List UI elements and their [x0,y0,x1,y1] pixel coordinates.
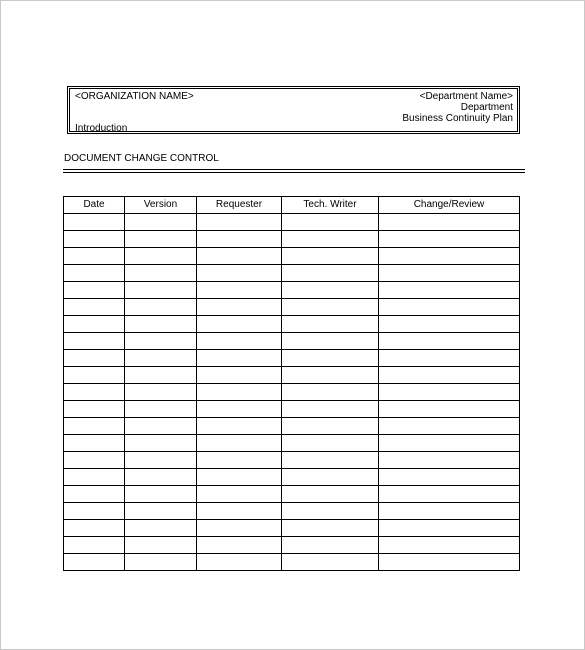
column-header-version: Version [125,197,197,214]
table-cell[interactable] [379,231,520,248]
table-cell[interactable] [282,469,379,486]
table-cell[interactable] [125,469,197,486]
table-cell[interactable] [64,316,125,333]
table-cell[interactable] [64,401,125,418]
table-row [64,469,520,486]
title-divider [63,169,525,173]
table-cell[interactable] [379,265,520,282]
table-cell[interactable] [282,248,379,265]
table-cell[interactable] [125,214,197,231]
table-cell[interactable] [379,469,520,486]
table-cell[interactable] [197,537,282,554]
table-cell[interactable] [197,384,282,401]
table-cell[interactable] [282,520,379,537]
table-cell[interactable] [125,265,197,282]
table-cell[interactable] [282,435,379,452]
table-cell[interactable] [197,520,282,537]
table-cell[interactable] [125,282,197,299]
table-row [64,350,520,367]
table-cell[interactable] [64,418,125,435]
table-cell[interactable] [197,435,282,452]
table-row [64,316,520,333]
table-cell[interactable] [64,299,125,316]
department-label: Department [460,102,513,113]
table-cell[interactable] [64,486,125,503]
table-row [64,282,520,299]
table-cell[interactable] [197,214,282,231]
table-cell[interactable] [379,486,520,503]
table-cell[interactable] [282,503,379,520]
table-cell[interactable] [64,214,125,231]
table-row [64,435,520,452]
table-cell[interactable] [197,248,282,265]
table-cell[interactable] [379,554,520,571]
table-cell[interactable] [125,401,197,418]
table-cell[interactable] [125,350,197,367]
table-cell[interactable] [197,401,282,418]
table-cell[interactable] [64,367,125,384]
department-name: <Department Name> [419,91,513,102]
table-cell[interactable] [379,537,520,554]
table-cell[interactable] [282,486,379,503]
table-row [64,486,520,503]
table-cell[interactable] [379,384,520,401]
table-cell[interactable] [64,350,125,367]
table-cell[interactable] [64,554,125,571]
table-cell[interactable] [64,248,125,265]
column-header-tech-writer: Tech. Writer [282,197,379,214]
table-cell[interactable] [379,248,520,265]
table-row [64,401,520,418]
column-header-requester: Requester [197,197,282,214]
table-cell[interactable] [197,333,282,350]
table-cell[interactable] [379,452,520,469]
table-cell[interactable] [125,248,197,265]
table-cell[interactable] [379,282,520,299]
table-cell[interactable] [64,282,125,299]
table-cell[interactable] [282,333,379,350]
table-cell[interactable] [379,503,520,520]
table-cell[interactable] [282,231,379,248]
table-cell[interactable] [64,503,125,520]
table-cell[interactable] [197,231,282,248]
table-row [64,299,520,316]
table-cell[interactable] [64,435,125,452]
table-cell[interactable] [282,214,379,231]
table-cell[interactable] [379,350,520,367]
table-cell[interactable] [125,537,197,554]
table-row [64,265,520,282]
table-cell[interactable] [125,520,197,537]
table-cell[interactable] [379,401,520,418]
table-row [64,367,520,384]
table-cell[interactable] [197,299,282,316]
table-cell[interactable] [282,537,379,554]
table-row [64,503,520,520]
table-cell[interactable] [282,384,379,401]
table-row [64,537,520,554]
table-cell[interactable] [64,265,125,282]
table-cell[interactable] [64,469,125,486]
table-cell[interactable] [379,333,520,350]
table-cell[interactable] [197,367,282,384]
table-cell[interactable] [379,435,520,452]
table-cell[interactable] [379,214,520,231]
column-header-date: Date [64,197,125,214]
table-cell[interactable] [64,333,125,350]
table-row [64,384,520,401]
document-header-box [67,86,520,134]
table-cell[interactable] [379,299,520,316]
table-cell[interactable] [197,282,282,299]
organization-name: <ORGANIZATION NAME> [75,91,194,102]
table-row [64,333,520,350]
table-cell[interactable] [282,401,379,418]
table-row [64,554,520,571]
table-cell[interactable] [379,316,520,333]
table-cell[interactable] [197,486,282,503]
table-cell[interactable] [125,231,197,248]
table-cell[interactable] [125,316,197,333]
section-title: DOCUMENT CHANGE CONTROL [64,153,219,164]
table-cell[interactable] [64,537,125,554]
section-name: Introduction [75,123,128,134]
table-cell[interactable] [197,265,282,282]
table-cell[interactable] [282,350,379,367]
table-cell[interactable] [125,333,197,350]
column-header-change-review: Change/Review [379,197,520,214]
table-cell[interactable] [64,520,125,537]
table-row [64,248,520,265]
table-cell[interactable] [282,452,379,469]
table-row [64,520,520,537]
change-control-table [63,196,520,571]
table-cell[interactable] [379,520,520,537]
table-cell[interactable] [197,452,282,469]
table-cell[interactable] [379,418,520,435]
table-cell[interactable] [64,231,125,248]
table-cell[interactable] [125,486,197,503]
table-cell[interactable] [125,367,197,384]
table-cell[interactable] [197,503,282,520]
table-cell[interactable] [125,503,197,520]
table-cell[interactable] [282,418,379,435]
table-cell[interactable] [125,418,197,435]
table-row [64,452,520,469]
table-cell[interactable] [125,299,197,316]
plan-title: Business Continuity Plan [402,113,513,124]
table-row [64,214,520,231]
table-cell[interactable] [125,452,197,469]
table-cell[interactable] [64,452,125,469]
table-cell[interactable] [282,554,379,571]
table-row [64,418,520,435]
table-cell[interactable] [197,469,282,486]
table-header-row [64,197,520,214]
table-cell[interactable] [125,554,197,571]
table-cell[interactable] [125,384,197,401]
table-cell[interactable] [282,316,379,333]
table-cell[interactable] [197,418,282,435]
table-cell[interactable] [197,554,282,571]
table-cell[interactable] [197,316,282,333]
table-cell[interactable] [197,350,282,367]
table-cell[interactable] [379,367,520,384]
table-cell[interactable] [282,299,379,316]
table-cell[interactable] [282,282,379,299]
table-body [64,214,520,571]
table-cell[interactable] [64,384,125,401]
table-cell[interactable] [125,435,197,452]
table-cell[interactable] [282,367,379,384]
table-row [64,231,520,248]
table-cell[interactable] [282,265,379,282]
